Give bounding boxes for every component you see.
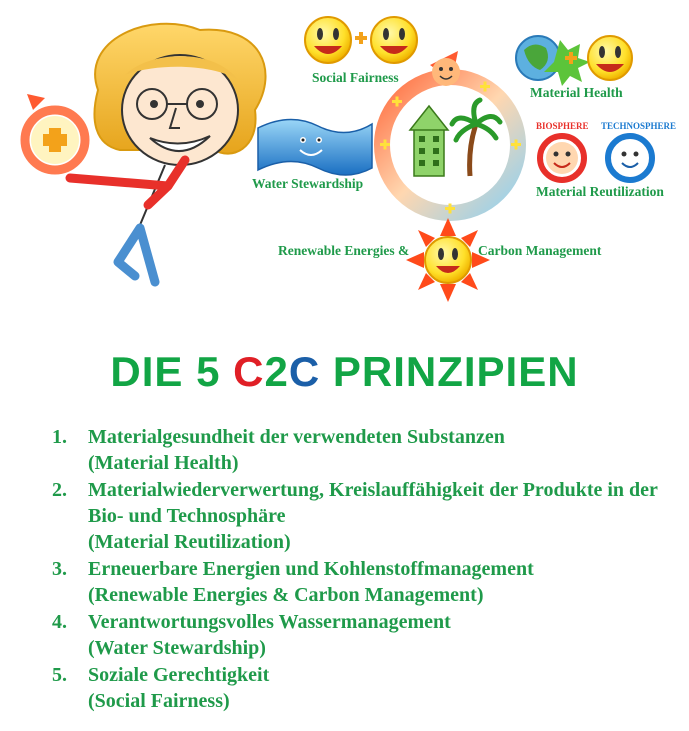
item-number: 5. bbox=[52, 664, 67, 686]
label-carbon-management: Carbon Management bbox=[478, 243, 602, 258]
list-item bbox=[52, 609, 682, 661]
list-item bbox=[52, 477, 682, 555]
label-material-reutilization: Material Reutilization bbox=[536, 184, 664, 199]
item-german: Erneuerbare Energien und Kohlenstoffmanagement bbox=[88, 558, 534, 580]
material-health-icon bbox=[516, 36, 632, 86]
c2c-illustration bbox=[0, 0, 689, 330]
item-english: (Material Health) bbox=[88, 452, 239, 474]
label-biosphere: BIOSPHERE bbox=[536, 121, 589, 131]
title-part2: PRINZIPIEN bbox=[320, 348, 579, 395]
title-c-red: C bbox=[233, 348, 265, 395]
item-german: Soziale Gerechtigkeit bbox=[88, 664, 270, 686]
item-english: (Social Fairness) bbox=[88, 690, 230, 712]
list-item bbox=[52, 662, 682, 714]
title-c-blue: C bbox=[288, 348, 321, 395]
list-item bbox=[52, 556, 682, 608]
item-german: Verantwortungsvolles Wassermanagement bbox=[88, 611, 451, 633]
item-english: (Renewable Energies & Carbon Management) bbox=[88, 584, 484, 606]
label-social-fairness: Social Fairness bbox=[312, 70, 399, 85]
title-part1: DIE 5 bbox=[110, 348, 234, 395]
principles-list bbox=[52, 424, 682, 715]
cycle-plus-icon bbox=[25, 94, 85, 170]
item-german: Materialgesundheit der verwendeten Substanzen bbox=[88, 426, 505, 448]
water-stewardship-icon bbox=[258, 119, 372, 175]
sun-icon bbox=[406, 218, 490, 302]
item-number: 2. bbox=[52, 479, 67, 501]
item-german: Materialwiederverwertung, Kreislauffähigkeit der Produkte in der Bio- und Technosphäre bbox=[88, 479, 658, 527]
label-renewable-energies: Renewable Energies & bbox=[278, 243, 410, 258]
label-technosphere: TECHNOSPHERE bbox=[601, 121, 677, 131]
title-two: 2 bbox=[264, 348, 289, 395]
list-item bbox=[52, 424, 682, 476]
social-fairness-icon bbox=[305, 17, 417, 63]
item-english: (Water Stewardship) bbox=[88, 637, 266, 659]
item-english: (Material Reutilization) bbox=[88, 531, 291, 553]
item-number: 4. bbox=[52, 611, 67, 633]
cartoon-person bbox=[70, 24, 266, 282]
item-number: 3. bbox=[52, 558, 67, 580]
c2c-cycle-ring bbox=[380, 51, 521, 214]
item-number: 1. bbox=[52, 426, 67, 448]
technosphere-icon bbox=[608, 136, 652, 180]
label-water-stewardship: Water Stewardship bbox=[252, 176, 364, 191]
page-title bbox=[0, 348, 689, 396]
label-material-health: Material Health bbox=[530, 85, 623, 100]
biosphere-icon bbox=[540, 136, 584, 180]
